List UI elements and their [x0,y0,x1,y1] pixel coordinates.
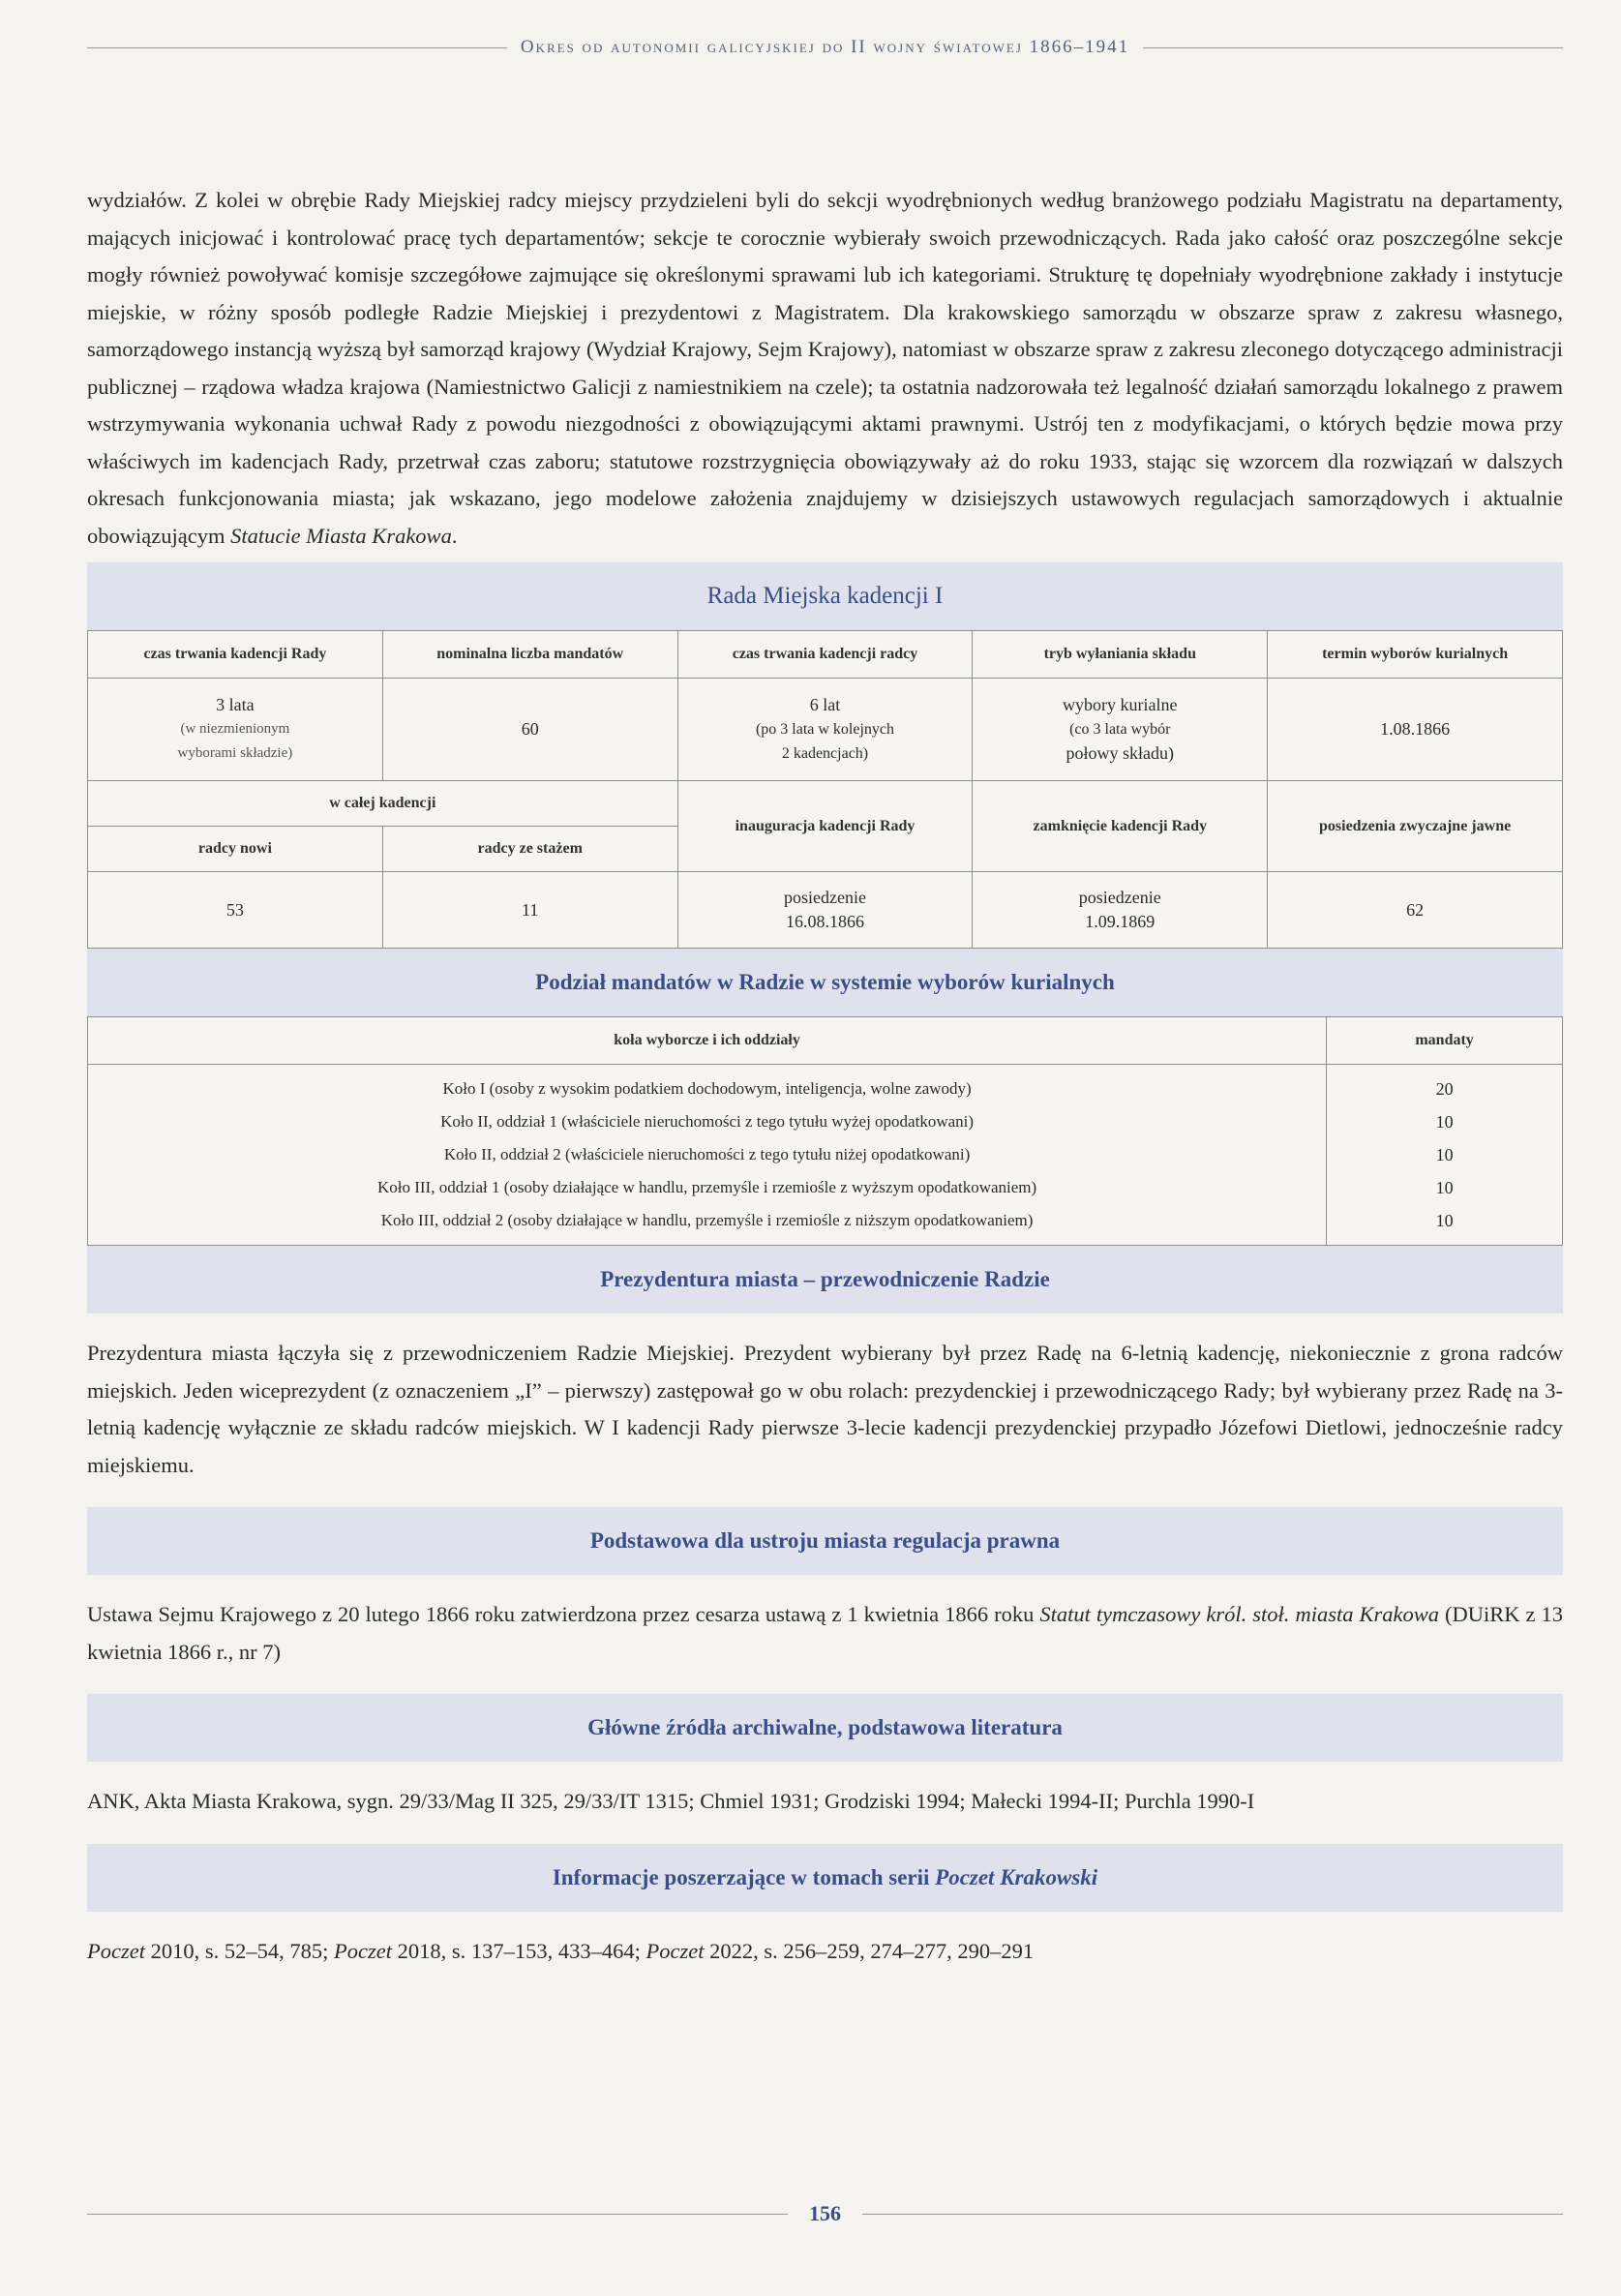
mandate-value: 10 [1435,1178,1454,1197]
sessions-count: 62 [1268,872,1563,949]
mandates-values-cell [1327,1065,1563,1246]
mode-line1: wybory kurialne [1063,695,1178,714]
rada-header-term: czas trwania kadencji Rady [88,631,383,679]
inauguration-cell [677,872,973,949]
intro-italic: Statucie Miasta Krakowa [230,523,452,548]
mandate-value: 20 [1435,1079,1454,1099]
inauguration-prefix: posiedzenie [784,888,866,907]
regulacja-text-b: (DUiRK z 13 kwietnia 1866 r., nr 7) [87,1602,1564,1664]
circle-row: Koło II, oddział 1 (właściciele nieruchomości z tego tytułu wyżej opodatkowani) [440,1112,975,1131]
closing-date: 1.09.1869 [1085,912,1156,931]
new-radca-label: radcy nowi [88,827,383,872]
mandates-col-count: mandaty [1327,1017,1563,1065]
running-head [87,37,1563,58]
poczet-2-text: 2018, s. 137–153, 433–464; [397,1938,641,1963]
inauguration-date: 16.08.1866 [785,912,864,931]
sessions-label: posiedzenia zwyczajne jawne [1268,781,1563,872]
running-title: Okres od autonomii galicyjskiej do II wojny światowej 1866–1941 [520,37,1130,57]
zrodla-title: Główne źródła archiwalne, podstawowa literatura [87,1694,1563,1762]
intro-text: wydziałów. Z kolei w obrębie Rady Miejskiej radcy miejscy przydzieleni byli do sekcji wyodrębnionych według branżowego podziału Magistratu na departamenty, mających inicjować i kontrolować pracę tych departamentów; sekcje te corocznie wybierały swoich przewodniczących. Rada jako całość oraz poszczególne sekcje mogły również powoływać komisje szczegółowe zajmujące się określonymi sprawami lub ich kategoriami. Strukturę tę dopełniały wyodrębnione zakłady i instytucje miejskie, w różny sposób podległe Radzie Miejskiej i prezydentowi z Magistratem. Dla krakowskiego samorządu w obszarze spraw z zakresu własnego, samorządowego instancją wyższą był samorząd krajowy (Wydział Krajowy, Sejm Krajowy), natomiast w obszarze spraw z zakresu zleconego dotyczącego administracji publicznej – rządowa władza krajowa (Namiestnictwo Galicji z namiestnikiem na czele); ta ostatnia nadzorowała też legalność działań samorządu lokalnego z prawem wstrzymywania wykonania uchwał Rady z powodu niezgodności z obowiązującymi aktami prawnymi. Ustrój ten z modyfikacjami, o których będzie mowa przy właściwych im kadencjach Rady, przetrwał czas zaboru; statutowe rozstrzygnięcia obowiązywały aż do roku 1933, stając się wzorcem dla rozwiązań w dalszych okresach funkcjonowania miasta; jak wskazano, jego modelowe założenia znajdujemy w dzisiejszych ustawowych regulacjach samorządowych i aktualnie obowiązującym [87,188,1563,548]
mandate-value: 10 [1435,1211,1454,1230]
rada-term-cell [88,679,383,781]
rada-election-cell: 1.08.1866 [1268,679,1563,781]
rada-header-radca-term: czas trwania kadencji radcy [677,631,973,679]
podzial-title: Podział mandatów w Radzie w systemie wyborów kurialnych [87,949,1563,1016]
poczet-1-text: 2010, s. 52–54, 785; [150,1938,329,1963]
regulacja-text-a: Ustawa Sejmu Krajowego z 20 lutego 1866 roku zatwierdzona przez cesarza ustawą z 1 kwietnia 1866 roku [87,1602,1035,1626]
mode-line3: połowy składu) [1066,743,1175,763]
poczet-3-italic: Poczet [645,1938,705,1963]
radca-line1: 6 lat [809,695,841,714]
rada-header-mandates: nominalna liczba mandatów [382,631,677,679]
regulacja-italic: Statut tymczasowy król. stoł. miasta Krakowa [1039,1602,1439,1626]
poczet-1-italic: Poczet [87,1938,145,1963]
poczet-3-text: 2022, s. 256–259, 274–277, 290–291 [709,1938,1035,1963]
closing-label: zamknięcie kadencji Rady [973,781,1268,872]
circle-row: Koło III, oddział 2 (osoby działające w handlu, przemyśle i rzemiośle z niższym opodatkowaniem) [380,1211,1034,1229]
mandate-value: 10 [1435,1112,1454,1132]
rada-radca-term-cell [677,679,973,781]
inauguration-label: inauguracja kadencji Rady [677,781,973,872]
informacje-title [87,1844,1563,1912]
circle-row: Koło III, oddział 1 (osoby działające w handlu, przemyśle i rzemiośle z wyższym opodatkowaniem) [376,1178,1037,1196]
footer-rule-left [87,2214,788,2215]
term-line2: (w niezmienionym [180,721,290,737]
regulacja-text [87,1596,1563,1671]
informacje-text [87,1933,1563,1971]
rada-mandates-cell: 60 [382,679,677,781]
page-footer [87,2201,1563,2226]
exp-radca-count: 11 [382,872,677,949]
informacje-title-italic: Poczet Krakowski [935,1864,1098,1889]
rada-mode-cell [973,679,1268,781]
exp-radca-label: radcy ze stażem [382,827,677,872]
rada-title: Rada Miejska kadencji I [87,562,1563,630]
new-radca-count: 53 [88,872,383,949]
mandates-table [87,1016,1563,1246]
poczet-2-italic: Poczet [334,1938,392,1963]
header-rule-left [87,47,507,48]
intro-end: . [451,523,458,548]
mandates-circles-cell [88,1065,1327,1246]
term-line3: wyborami składzie) [177,745,293,761]
prezydentura-title: Prezydentura miasta – przewodniczenie Radzie [87,1246,1563,1314]
prezydentura-text: Prezydentura miasta łączyła się z przewodniczeniem Radzie Miejskiej. Prezydent wybierany był przez Radę na 6-letnią kadencję, niekoniecznie z grona radców miejskich. Jeden wiceprezydent (z oznaczeniem „I” – pierwszy) zastępował go w obu rolach: prezydenckiej i przewodniczącego Rady; był wybierany przez Radę na 3-letnią kadencję wyłącznie ze składu radców miejskich. W I kadencji Rady pierwsze 3-lecie kadencji prezydenckiej przypadło Józefowi Dietlowi, jednocześnie radcy miejskiemu. [87,1341,1563,1477]
whole-term-label: w całej kadencji [88,781,678,827]
circle-row: Koło II, oddział 2 (właściciele nieruchomości z tego tytułu niżej opodatkowani) [443,1145,971,1163]
footer-rule-right [862,2214,1563,2215]
page-content [87,182,1563,1970]
rada-header-election: termin wyborów kurialnych [1268,631,1563,679]
rada-header-mode: tryb wyłaniania składu [973,631,1268,679]
circle-row: Koło I (osoby z wysokim podatkiem dochodowym, inteligencja, wolne zawody) [442,1079,972,1098]
informacje-title-a: Informacje poszerzające w tomach serii [552,1864,930,1889]
header-rule-right [1143,47,1563,48]
term-line1: 3 lata [216,695,255,714]
mode-line2: (co 3 lata wybór [1069,721,1171,738]
rada-table [87,630,1563,949]
closing-cell [973,872,1268,949]
regulacja-title: Podstawowa dla ustroju miasta regulacja prawna [87,1507,1563,1575]
mandate-value: 10 [1435,1145,1454,1164]
mandates-col-circles: koła wyborcze i ich oddziały [88,1017,1327,1065]
zrodla-text: ANK, Akta Miasta Krakowa, sygn. 29/33/Mag II 325, 29/33/IT 1315; Chmiel 1931; Grodziski 1994; Małecki 1994-II; Purchla 1990-I [87,1789,1255,1813]
intro-paragraph [87,182,1563,555]
radca-line2: (po 3 lata w kolejnych [755,721,895,738]
page-number: 156 [809,2201,841,2225]
radca-line3: 2 kadencjach) [781,745,869,762]
closing-prefix: posiedzenie [1078,888,1161,907]
